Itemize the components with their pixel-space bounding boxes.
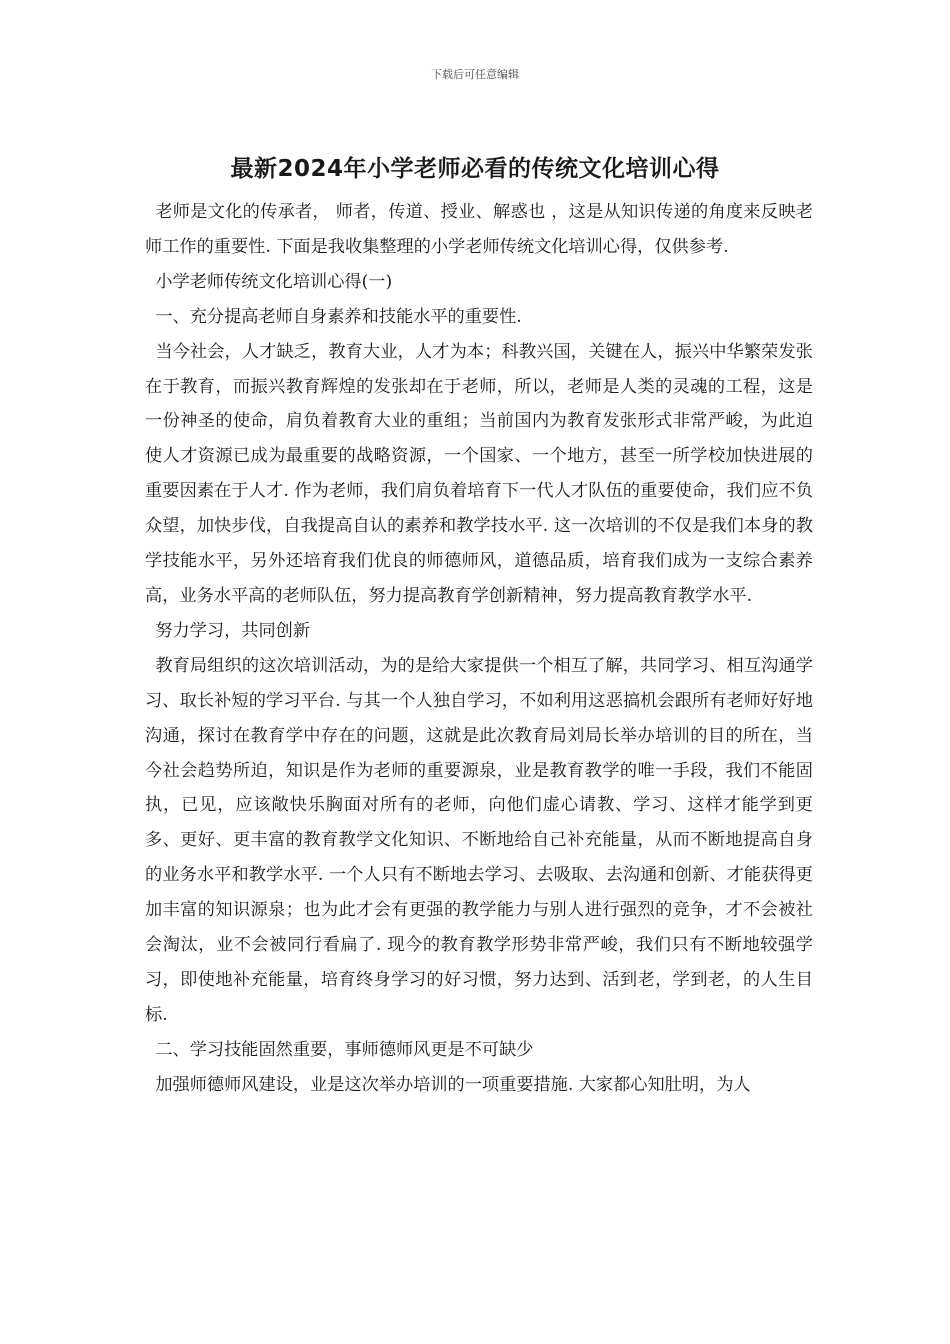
header-note: 下载后可任意编辑 [431, 68, 519, 81]
paragraph-section-one-body: 当今社会，人才缺乏，教育大业，人才为本；科教兴国，关键在人，振兴中华繁荣发张在于教育，而振兴教育辉煌的发张却在于老师，所以，老师是人类的灵魂的工程，这是一份神圣的使命，肩负着教育大业的重组；当前国内为教育发张形式非常严峻，为此迫使人才资源已成为最重要的战略资源，一个国家、一个地方，甚至一所学校加快进展的重要因素在于人才. 作为老师，我们肩负着培育下一代人才队伍的重要使命，我们应不负众望，加快步伐，自我提高自认的素养和教学技水平. 这一次培训的不仅是我们本身的教学技能水平，另外还培育我们优良的师德师风，道德品质，培育我们成为一支综合素养高，业务水平高的老师队伍，努力提高教育学创新精神，努力提高教育教学水平. [145, 341, 813, 606]
paragraph-intro: 老师是文化的传承者， 师者，传道、授业、解惑也 ，这是从知识传递的角度来反映老师工作的重要性. 下面是我收集整理的小学老师传统文化培训心得，仅供参考. [145, 202, 813, 257]
document-title: 最新2024年小学老师必看的传统文化培训心得 [230, 156, 720, 182]
paragraph-section-two-body: 加强师德师风建设，业是这次举办培训的一项重要措施. 大家都心知肚明，为人 [155, 1074, 751, 1095]
paragraph-subheading-study: 努力学习，共同创新 [155, 620, 311, 641]
document-body [145, 195, 813, 1103]
paragraph-heading-part-one: 小学老师传统文化培训心得(一) [155, 271, 393, 292]
paragraph-section-one-heading: 一、充分提高老师自身素养和技能水平的重要性. [155, 306, 522, 327]
paragraph-study-body: 教育局组织的这次培训活动，为的是给大家提供一个相互了解，共同学习、相互沟通学习、取长补短的学习平台. 与其一个人独自学习，不如利用这恶搞机会跟所有老师好好地沟通，探讨在教育学中存在的问题，这就是此次教育局刘局长举办培训的目的所在，当今社会趋势所迫，知识是作为老师的重要源泉，业是教育教学的唯一手段，我们不能固执，已见，应该敞快乐胸面对所有的老师，向他们虚心请教、学习、这样才能学到更多、更好、更丰富的教育教学文化知识、不断地给自己补充能量，从而不断地提高自身的业务水平和教学水平. 一个人只有不断地去学习、去吸取、去沟通和创新、才能获得更加丰富的知识源泉；也为此才会有更强的教学能力与别人进行强烈的竞争，才不会被社会淘汰，业不会被同行看扁了. 现今的教育教学形势非常严峻，我们只有不断地较强学习，即使地补充能量，培育终身学习的好习惯，努力达到、活到老，学到老，的人生目标. [145, 655, 813, 1025]
paragraph-section-two-heading: 二、学习技能固然重要，事师德师风更是不可缺少 [155, 1039, 534, 1060]
